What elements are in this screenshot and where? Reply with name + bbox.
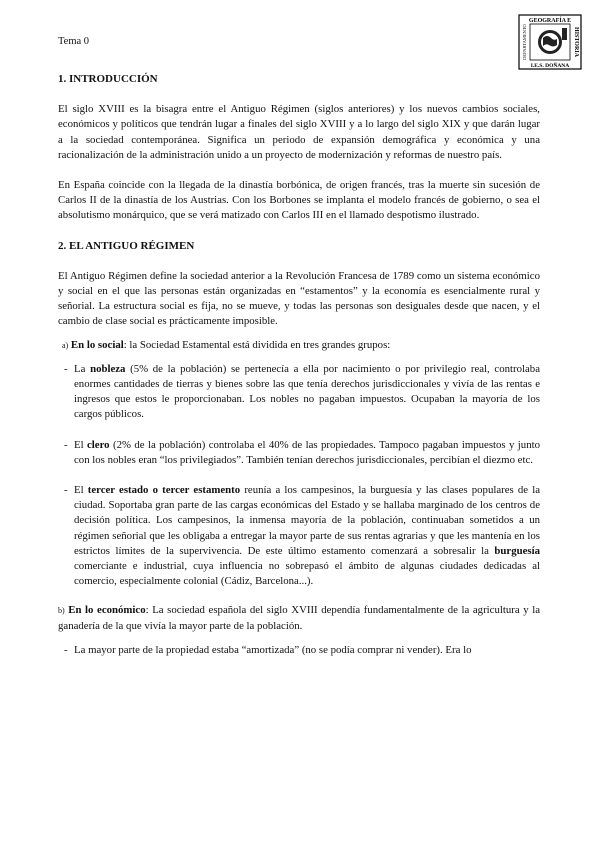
subsection-social: a) En lo social: la Sociedad Estamental está dividida en tres grandes grupos:: [62, 338, 391, 351]
logo-left-text: DEPARTAMENTO: [522, 24, 527, 60]
department-logo: [518, 14, 582, 70]
content: [58, 72, 540, 658]
social-groups-list: [58, 362, 540, 590]
list-item-nobleza: - La nobleza (5% de la población) se pertenecía a ella por nacimiento o por privilegio real, controlaba enormes cantidades de tierras y bienes sobre las que tenía derechos jurisdiccionales y vivía de las rentas e ingresos que estos le proporcionaban. Los nobles no pagaban impuestos. Ocupaban la mayoría de los cargos públicos.: [64, 362, 540, 421]
paragraph: El Antiguo Régimen define la sociedad anterior a la Revolución Francesa de 1789 como un sistema económico y social en el que las personas están organizadas en “estamentos” y la economía es esencialmente rural y señorial. La estructura social es fija, no se mueve, y todas las personas son desiguales desde que nacen, y el cambio de clase social es prácticamente imposible.: [58, 269, 540, 328]
logo-bottom-text: I.E.S. DOÑANA: [530, 63, 570, 69]
subsection-economico: b) En lo económico: La sociedad española del siglo XVIII dependía fundamentalmente de la agricultura y la ganadería de la que vivía la mayor parte de la población.: [58, 604, 541, 632]
logo-right-text: HISTORIA: [573, 27, 579, 57]
logo-top-text: GEOGRAFÍA E: [528, 18, 572, 24]
paragraph: El siglo XVIII es la bisagra entre el Antiguo Régimen (siglos anteriores) y los nuevos cambios sociales, económicos y políticos que tendrán lugar a finales del siglo XVIII y a lo largo del siglo XIX y que darán lugar a la sociedad contemporánea. Significa un periodo de expansión demográfica y económica y una racionalización de la administración unido a un proyecto de modernización y reformas de nuestro país.: [58, 103, 540, 161]
paragraph: En España coincide con la llegada de la dinastía borbónica, de origen francés, tras la muerte sin sucesión de Carlos II de la dinastía de los Austrias. Con los Borbones se implanta el modelo francés de gobierno, o sea el absolutismo monárquico, que se verá matizado con Carlos III en el llamado despotismo ilustrado.: [58, 179, 540, 222]
list-item-propiedad: - La mayor parte de la propiedad estaba “amortizada” (no se podía comprar ni vender). Era lo: [64, 643, 472, 656]
list-item-clero: - El clero (2% de la población) controlaba el 40% de las propiedades. Tampoco pagaban impuestos y junto con los nobles eran “los privilegiados”. También tenían derechos jurisdiccionales, percibían el diezmo etc.: [64, 438, 540, 466]
topic-label: Tema 0: [58, 36, 90, 47]
economy-list: [58, 643, 540, 658]
section-title-antiguo-regimen: 2. EL ANTIGUO RÉGIMEN: [58, 239, 195, 252]
section-title-introduccion: 1. INTRODUCCIÓN: [58, 73, 158, 85]
list-item-tercer-estado: - El tercer estado o tercer estamento reunía a los campesinos, la burguesía y las clases populares de la ciudad. Soportaba gran parte de las cargas económicas del Estado y se hallaba marginado de los centros de decisión política. Los campesinos, la inmensa mayoría de la población, continuaban sometidos a un régimen señorial que les obligaba a entregar la mayor parte de sus rentas agrarias y que les mantenía en los estrictos límites de la supervivencia. De este último estamento comenzará a sobresalir la burguesía comerciante e industrial, cuya influencia no sobrepasó el ámbito de algunas ciudades dedicadas al comercio, especialmente colonial (Cádiz, Barcelona...).: [64, 484, 540, 588]
